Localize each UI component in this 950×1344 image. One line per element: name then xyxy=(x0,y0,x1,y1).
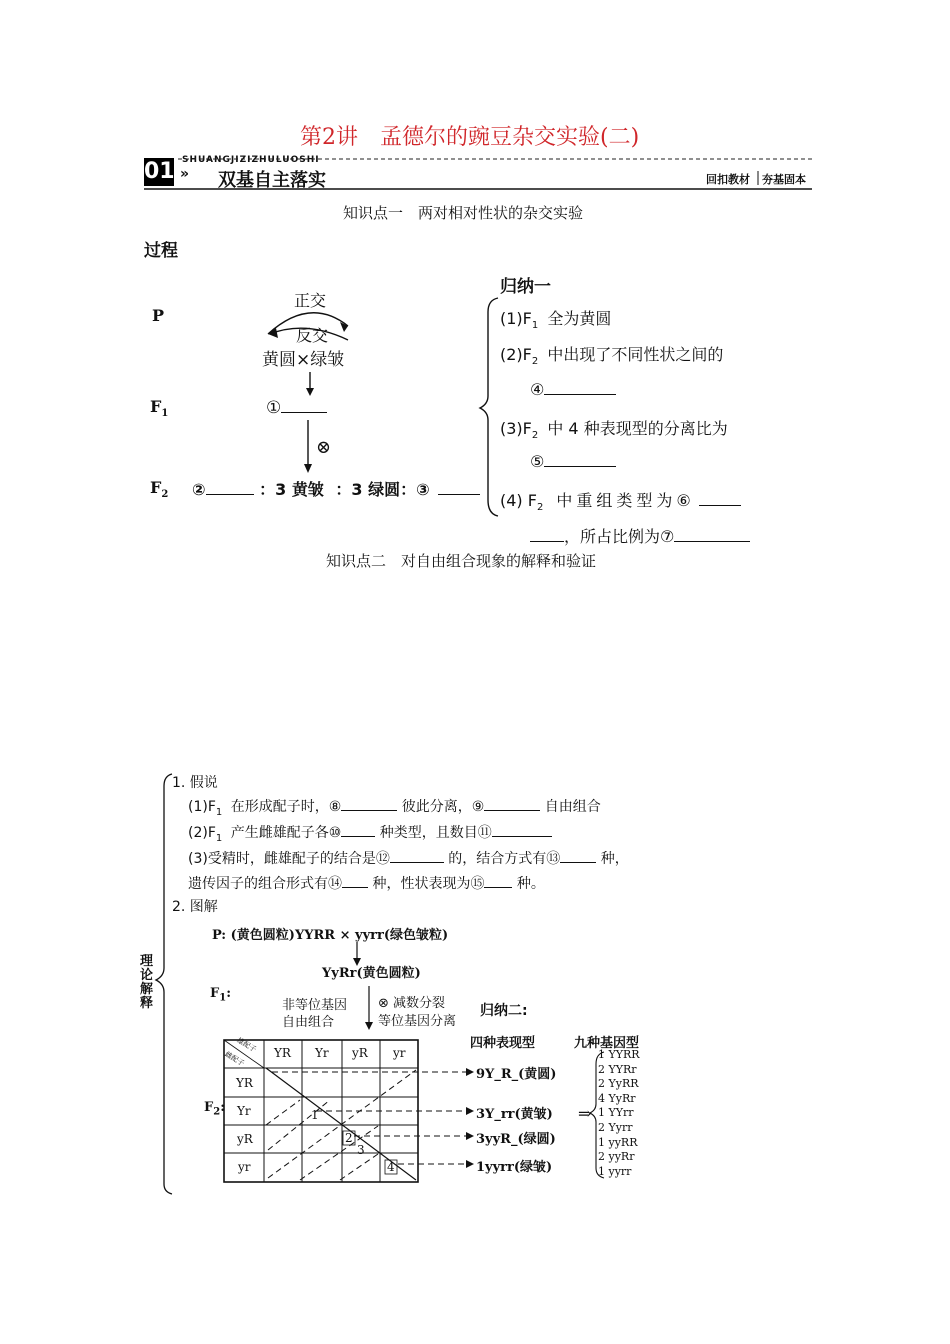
corner-male-label: 雄配子 xyxy=(235,1036,258,1054)
f1-label: $F_1$: xyxy=(210,986,232,1004)
blank-1: ① xyxy=(266,398,327,418)
generation-f1: $F_1$ xyxy=(150,397,169,420)
f1-genotype: YyRr(黄色圆粒) xyxy=(322,966,421,981)
summary1-blank5: ⑤ xyxy=(530,452,616,471)
hypothesis-line4: 遗传因子的组合形式有⑭ 种，性状表现为⑮ 种。 xyxy=(188,873,545,893)
punnett-grid xyxy=(224,1040,468,1182)
allelic-separation: 等位基因分离 xyxy=(378,1014,457,1029)
kp1-title: 知识点一 两对相对性状的杂交实验 xyxy=(343,204,584,222)
col-gamete-3: yR xyxy=(352,1046,368,1060)
summary2-title: 归纳二: xyxy=(480,1003,528,1019)
summary1-item3: $(3)F_2$ 中 4 种表现型的分离比为 xyxy=(500,419,728,442)
genotype-item: 1 YYRR xyxy=(598,1048,640,1061)
hypothesis-line2: $(2)F_1$ 产生雌雄配子各⑩ 种类型，且数目⑪ xyxy=(188,822,552,844)
corner-female-label: 雌配子 xyxy=(223,1050,246,1068)
genotype-item: 2 YYRr xyxy=(598,1062,637,1076)
genotype-item: 2 Yyrr xyxy=(598,1120,633,1134)
section-arrow: » xyxy=(180,166,190,182)
section-pinyin: SHUANGJIZIZHULUOSHI xyxy=(182,155,320,165)
section-tag-b: 夯基固本 xyxy=(762,173,806,186)
nine-genotypes-heading: 九种基因型 xyxy=(574,1036,640,1051)
grid-num-1: 1 xyxy=(311,1108,319,1122)
generation-p: P xyxy=(152,306,165,325)
nonallelic-1: 非等位基因 xyxy=(282,998,348,1013)
summary1-item4: (4) $F_2$ 中重组类型为⑥ xyxy=(500,488,741,513)
section-heading: 双基自主落实 xyxy=(218,170,326,191)
kp2-title: 知识点二 对自由组合现象的解释和验证 xyxy=(326,552,597,570)
genotype-item: 1 yyRR xyxy=(598,1135,638,1149)
arrow-f1-f2 xyxy=(365,1022,373,1030)
implies-arrow: ⇒ xyxy=(578,1104,592,1123)
phenotype-1: 9Y_R_(黄圆) xyxy=(476,1067,557,1082)
section-badge: 01 xyxy=(144,159,175,184)
grid-num-2: 2 xyxy=(345,1131,353,1145)
genotype-item: 1 yyrr xyxy=(598,1164,632,1178)
summary1-item2: $(2)F_2$ 中出现了不同性状之间的 xyxy=(500,345,724,368)
row-gamete-4: yr xyxy=(238,1160,251,1174)
hypothesis-heading: 1. 假说 xyxy=(172,775,218,791)
selfcross-symbol: ⊗ xyxy=(316,437,332,458)
theory-side-label: 理 论 解 释 xyxy=(140,954,154,1011)
summary1-item4-line2: ，所占比例为⑦ xyxy=(530,524,750,547)
genotype-item: 1 YYrr xyxy=(598,1106,634,1120)
summary1-blank4: ④ xyxy=(530,380,616,399)
f2-ratio-line: ② ：3 黄皱 ：3 绿圆：③ xyxy=(192,477,480,500)
col-gamete-1: YR xyxy=(274,1046,291,1060)
diagram-heading: 2. 图解 xyxy=(172,899,218,915)
phenotype-2: 3Y_rr(黄皱) xyxy=(476,1107,553,1122)
col-gamete-4: yr xyxy=(393,1046,406,1060)
genotype-item: 4 YyRr xyxy=(598,1091,636,1105)
grid-num-3: 3 xyxy=(357,1143,365,1157)
genotype-item: 2 YyRR xyxy=(598,1077,639,1091)
theory-brace xyxy=(156,774,172,1194)
nonallelic-2: 自由组合 xyxy=(282,1015,335,1030)
grid-num-4: 4 xyxy=(387,1160,395,1174)
hypothesis-line3: (3)受精时，雌雄配子的结合是⑫ 的，结合方式有⑬ 种， xyxy=(188,848,629,868)
col-gamete-2: Yr xyxy=(315,1046,329,1060)
label-zhengjiao: 正交 xyxy=(294,291,327,310)
genotype-item: 2 yyRr xyxy=(598,1150,635,1164)
row-gamete-2: Yr xyxy=(237,1104,251,1118)
row-gamete-3: yR xyxy=(237,1132,253,1146)
meiosis-label: ⊗ 减数分裂 xyxy=(378,996,446,1011)
process-heading: 过程 xyxy=(144,241,178,261)
summary1-title: 归纳一 xyxy=(500,277,551,297)
row-gamete-1: YR xyxy=(236,1076,253,1090)
four-phenotypes-heading: 四种表现型 xyxy=(470,1036,536,1051)
parental-cross: 黄圆×绿皱 xyxy=(262,350,345,370)
section-tag-a: 回扣教材 xyxy=(706,173,750,186)
genotype-list xyxy=(598,1048,640,1179)
label-fanjiao: 反交 xyxy=(296,326,329,345)
phenotype-3: 3yyR_(绿圆) xyxy=(476,1132,556,1147)
p-cross-line: P: (黄色圆粒)YYRR × yyrr(绿色皱粒) xyxy=(212,928,449,943)
summary1-item1: $(1)F_1$ 全为黄圆 xyxy=(500,309,612,332)
hypothesis-line1: $(1)F_1$ 在形成配子时，⑧ 彼此分离，⑨ 自由组合 xyxy=(188,796,601,818)
f2-label: $F_2$: xyxy=(204,1100,226,1118)
phenotype-4: 1yyrr(绿皱) xyxy=(476,1160,553,1175)
page-title: 第2讲 孟德尔的豌豆杂交实验(二) xyxy=(300,125,640,150)
generation-f2: $F_2$ xyxy=(150,478,169,501)
